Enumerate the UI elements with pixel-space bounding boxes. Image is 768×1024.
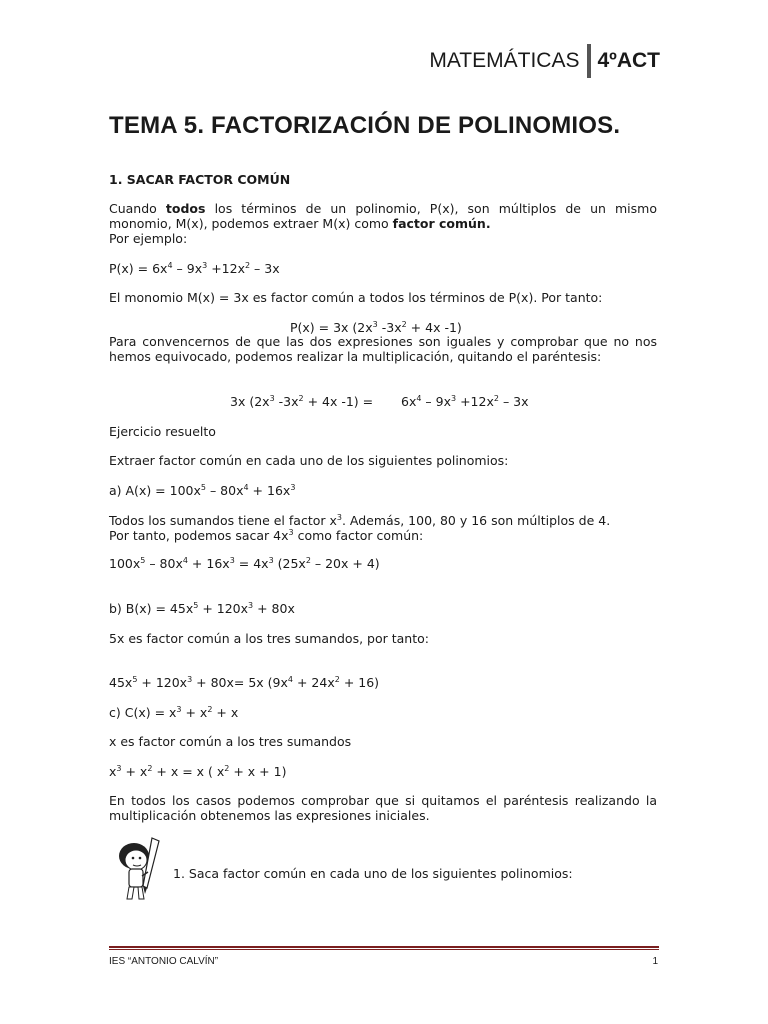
formula-c-result: $x^3 + x^2 + x = x$ ( $x^2 + x + 1$) [109, 763, 287, 779]
formula-b-result: $45x^5 + 120x^3 + 80x= 5x$ $(9x^4 + 24x^2 + 16)$ [109, 674, 380, 690]
ejercicio-1: 1. Saca factor común en cada uno de los siguientes polinomios: [173, 866, 573, 881]
intro-paragraph: Cuando todos los términos de un polinomio, P(x), son múltiplos de un mismo monomio, M(x), podemos extraer M(x) como factor común. Por ejemplo: [109, 201, 657, 246]
footer-school: IES “ANTONIO CALVÍN” [109, 956, 219, 967]
footer-rule-thin [109, 949, 659, 950]
formula-multiplication: 3x ($2x^3$ $-3x^2 + 4x$ -1) = [230, 393, 374, 409]
b-note: 5x es factor común a los tres sumandos, por tanto: [109, 631, 429, 646]
todos-paragraph: Todos los sumandos tiene el factor $x^3$. Además, 100, 80 y 16 son múltiplos de 4. Por tanto, podemos sacar $4x^3$ como factor común: [109, 512, 611, 543]
ejercicio-resuelto-label: Ejercicio resuelto [109, 424, 216, 439]
extraer-instruction: Extraer factor común en cada uno de los siguientes polinomios: [109, 453, 509, 468]
c-note: x es factor común a los tres sumandos [109, 734, 352, 749]
formula-a: a) $A(x) = 100x^5 - 80x^4 + 16x^3$ [109, 482, 296, 498]
header-course: 4ºACT [597, 49, 660, 72]
formula-c: c) $C(x) = x^3 + x^2 + x$ [109, 704, 239, 720]
footer-rule [109, 946, 659, 948]
formula-a-result: $100x^5 - 80x^4 + 16x^3 = 4x^3$ $(25x^2 - 20x + 4)$ [109, 555, 380, 571]
formula-b: b) $B(x) = 45x^5 + 120x^3 + 80x$ [109, 600, 295, 616]
formula-p-factored: P(x) = 3x ($2x^3$ $-3x^2 + 4x$ -1) [290, 319, 462, 335]
formula-multiplication-result: $6x^4 - 9x^3 +12x^2 - 3x$ [401, 393, 529, 409]
convencer-paragraph: Para convencernos de que las dos expresiones son iguales y comprobar que no nos hemos equivocado, podemos realizar la multiplicación, quitando el paréntesis: [109, 334, 657, 364]
monomio-text: El monomio M(x) = 3x es factor común a todos los términos de P(x). Por tanto: [109, 290, 603, 305]
header-subject: MATEMÁTICAS [429, 49, 580, 72]
page-header [429, 44, 660, 78]
page-title: TEMA 5. FACTORIZACIÓN DE POLINOMIOS. [109, 112, 621, 139]
formula-p: $P(x) = 6x^4 - 9x^3 +12x^2 - 3x$ [109, 260, 280, 276]
section-heading: 1. SACAR FACTOR COMÚN [109, 172, 291, 187]
final-paragraph: En todos los casos podemos comprobar que si quitamos el paréntesis realizando la multiplicación obtenemos las expresiones iniciales. [109, 793, 657, 823]
page-number: 1 [652, 956, 658, 967]
mafalda-pen-icon [112, 836, 172, 906]
